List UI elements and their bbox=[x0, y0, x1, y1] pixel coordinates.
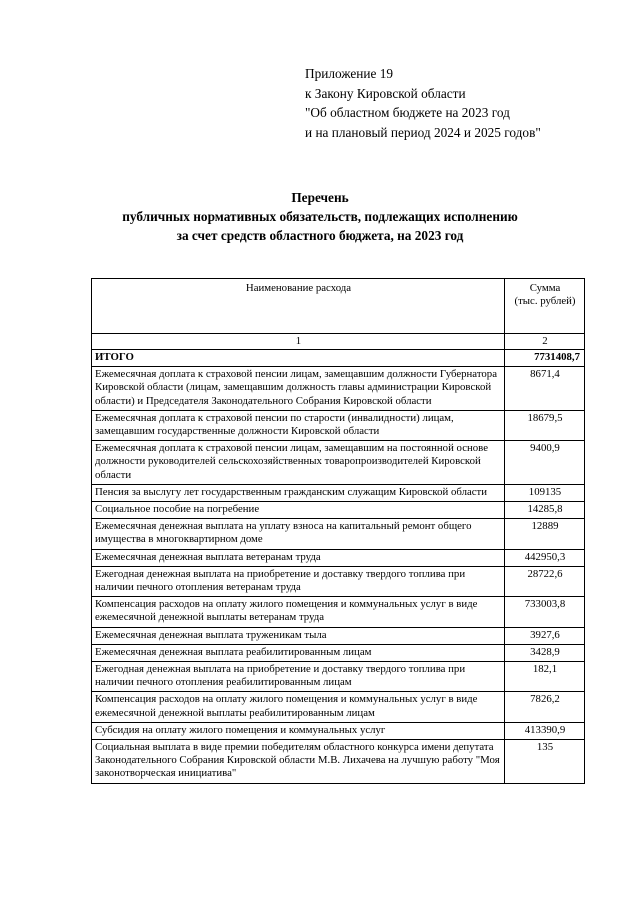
expense-name: Субсидия на оплату жилого помещения и коммунальных услуг bbox=[92, 722, 505, 739]
expense-amount: 109135 bbox=[505, 484, 585, 501]
table-row bbox=[92, 722, 585, 739]
expense-amount: 733003,8 bbox=[505, 597, 585, 627]
expense-name: Компенсация расходов на оплату жилого помещения и коммунальных услуг в виде ежемесячной денежной выплаты реабилитированным лицам bbox=[92, 692, 505, 722]
table-row bbox=[92, 484, 585, 501]
expense-amount: 3927,6 bbox=[505, 627, 585, 644]
obligations-table bbox=[91, 278, 585, 784]
appendix-line: и на плановый период 2024 и 2025 годов" bbox=[305, 124, 541, 140]
column-header-sum-line1: Сумма bbox=[529, 282, 561, 294]
table-row bbox=[92, 367, 585, 411]
appendix-line: Приложение 19 bbox=[305, 66, 393, 81]
expense-amount: 9400,9 bbox=[505, 441, 585, 485]
expense-name: Социальная выплата в виде премии победителям областного конкурса имени депутата Законодательного Собрания Кировской области М.В. Лихачева на лучшую работу "Моя законотворческая инициатива" bbox=[92, 740, 505, 784]
expense-name: Ежемесячная денежная выплата труженикам тыла bbox=[92, 627, 505, 644]
table-header-row bbox=[92, 279, 585, 334]
expense-name: Ежемесячная денежная выплата на уплату взноса на капитальный ремонт общего имущества в многоквартирном доме bbox=[92, 519, 505, 549]
table-row bbox=[92, 441, 585, 485]
expense-name: Ежемесячная доплата к страховой пенсии лицам, замещавшим должности Губернатора Кировской области (лицам, замещавшим должность главы администрации Кировской области) и Председателя Законодательного Собрания Кировской области bbox=[92, 367, 505, 411]
table-row bbox=[92, 627, 585, 644]
table-row bbox=[92, 597, 585, 627]
column-header-sum-line2: (тыс. рублей) bbox=[514, 295, 576, 308]
table-row bbox=[92, 502, 585, 519]
expense-name: Пенсия за выслугу лет государственным гражданским служащим Кировской области bbox=[92, 484, 505, 501]
expense-amount: 18679,5 bbox=[505, 410, 585, 440]
column-header-sum bbox=[505, 279, 585, 334]
expense-name: Ежемесячная доплата к страховой пенсии по старости (инвалидности) лицам, замещавшим государственные должности Кировской области bbox=[92, 410, 505, 440]
table-row bbox=[92, 740, 585, 784]
expense-name: Социальное пособие на погребение bbox=[92, 502, 505, 519]
expense-name: Ежемесячная доплата к страховой пенсии лицам, замещавшим на постоянной основе должности руководителей сельскохозяйственных товаропроизводителей Кировской области bbox=[92, 441, 505, 485]
table-row bbox=[92, 644, 585, 661]
expense-amount: 413390,9 bbox=[505, 722, 585, 739]
appendix-line: к Закону Кировской области bbox=[305, 85, 466, 101]
heading-line: за счет средств областного бюджета, на 2023 год bbox=[176, 228, 464, 243]
expense-amount: 3428,9 bbox=[505, 644, 585, 661]
column-header-name: Наименование расхода bbox=[92, 279, 505, 334]
expense-name: Ежегодная денежная выплата на приобретение и доставку твердого топлива при наличии печного отопления реабилитированным лицам bbox=[92, 662, 505, 692]
heading-title: Перечень bbox=[291, 190, 349, 205]
column-number-row bbox=[92, 334, 585, 350]
document-heading bbox=[0, 188, 640, 245]
table-row bbox=[92, 410, 585, 440]
total-value: 7731408,7 bbox=[505, 350, 585, 367]
table-row bbox=[92, 692, 585, 722]
total-row bbox=[92, 350, 585, 367]
expense-amount: 8671,4 bbox=[505, 367, 585, 411]
expense-amount: 28722,6 bbox=[505, 566, 585, 596]
expense-amount: 135 bbox=[505, 740, 585, 784]
total-label: ИТОГО bbox=[92, 350, 505, 367]
table-row bbox=[92, 519, 585, 549]
column-number: 1 bbox=[92, 334, 505, 350]
table-row bbox=[92, 549, 585, 566]
heading-line: публичных нормативных обязательств, подлежащих исполнению bbox=[122, 209, 518, 224]
expense-name: Компенсация расходов на оплату жилого помещения и коммунальных услуг в виде ежемесячной денежной выплаты ветеранам труда bbox=[92, 597, 505, 627]
table-row bbox=[92, 566, 585, 596]
appendix-block bbox=[305, 64, 541, 142]
expense-amount: 12889 bbox=[505, 519, 585, 549]
column-number: 2 bbox=[505, 334, 585, 350]
appendix-line: "Об областном бюджете на 2023 год bbox=[305, 105, 510, 120]
expense-amount: 182,1 bbox=[505, 662, 585, 692]
expense-name: Ежемесячная денежная выплата ветеранам труда bbox=[92, 549, 505, 566]
table-row bbox=[92, 662, 585, 692]
expense-name: Ежегодная денежная выплата на приобретение и доставку твердого топлива при наличии печного отопления ветеранам труда bbox=[92, 566, 505, 596]
expense-amount: 442950,3 bbox=[505, 549, 585, 566]
expense-amount: 14285,8 bbox=[505, 502, 585, 519]
expense-name: Ежемесячная денежная выплата реабилитированным лицам bbox=[92, 644, 505, 661]
expense-amount: 7826,2 bbox=[505, 692, 585, 722]
